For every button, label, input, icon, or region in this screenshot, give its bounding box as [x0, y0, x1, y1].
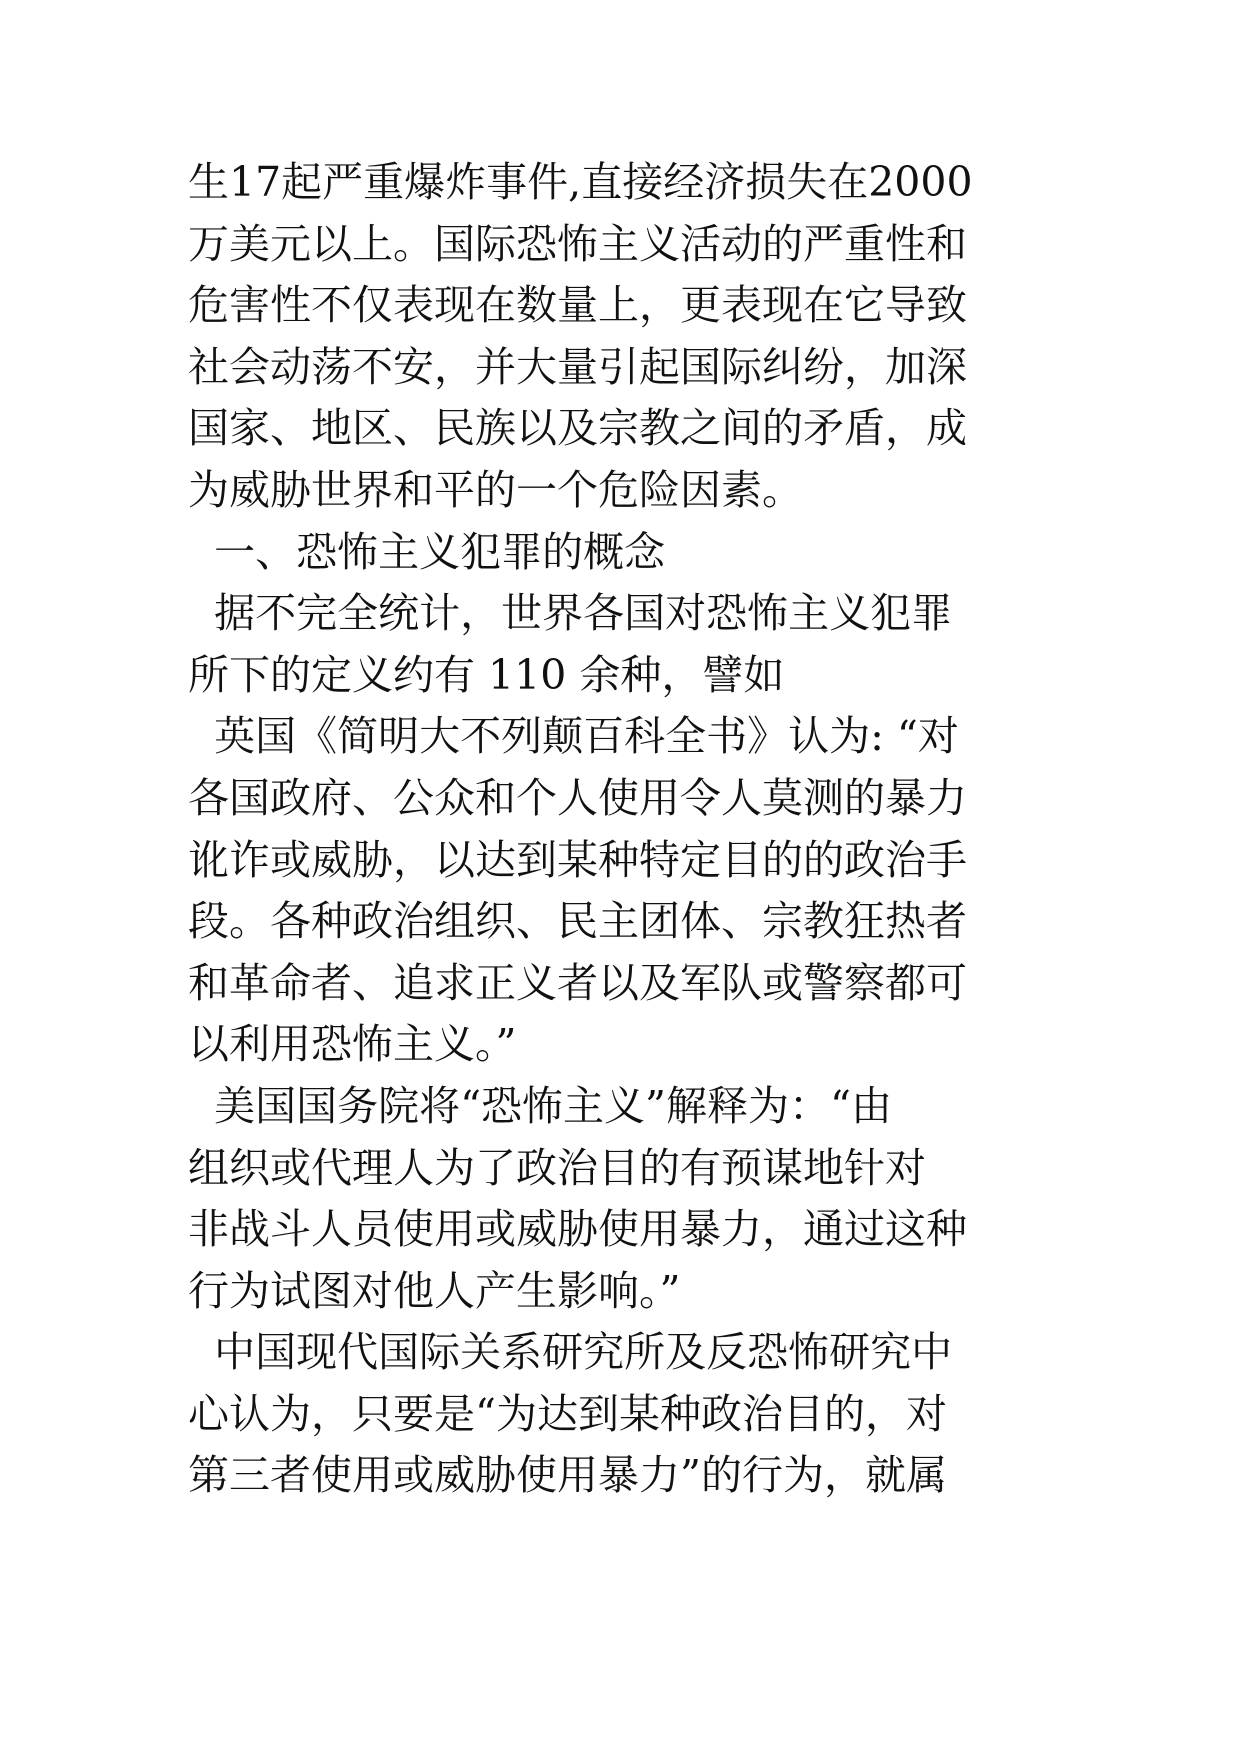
text-line: 以利用恐怖主义。”: [188, 1020, 517, 1069]
text-line: 中国现代国际关系研究所及反恐怖研究中: [188, 1328, 953, 1377]
text-line: 和革命者、追求正义者以及军队或警察都可: [188, 958, 967, 1007]
text-line: 讹诈或威胁，以达到某种特定目的的政治手: [188, 835, 967, 884]
text-line: 各国政府、公众和个人使用令人莫测的暴力: [188, 773, 967, 822]
text-line: 据不完全统计，世界各国对恐怖主义犯罪: [188, 589, 953, 638]
text-line: 美国国务院将“恐怖主义”解释为：“由: [188, 1081, 892, 1130]
text-line: 社会动荡不安，并大量引起国际纠纷，加深: [188, 342, 967, 391]
text-line: 生17起严重爆炸事件,直接经济损失在2000: [188, 158, 973, 206]
text-line: 万美元以上。国际恐怖主义活动的严重性和: [188, 219, 967, 268]
text-line: 为威胁世界和平的一个危险因素。: [188, 465, 803, 514]
text-line: 段。各种政治组织、民主团体、宗教狂热者: [188, 897, 967, 946]
body-text: [188, 152, 1058, 1507]
text-line: 行为试图对他人产生影响。”: [188, 1266, 681, 1315]
text-line: 危害性不仅表现在数量上，更表现在它导致: [188, 281, 967, 330]
text-line: 所下的定义约有 110 余种，譬如: [188, 650, 785, 699]
text-line: 组织或代理人为了政治目的有预谋地针对: [188, 1143, 926, 1192]
text-line: 第三者使用或威胁使用暴力”的行为，就属: [188, 1451, 947, 1500]
section-heading: 一、恐怖主义犯罪的概念: [188, 527, 666, 576]
text-line: 英国《简明大不列颠百科全书》认为: “对: [188, 712, 959, 761]
text-line: 非战斗人员使用或威胁使用暴力，通过这种: [188, 1205, 967, 1254]
text-line: 心认为，只要是“为达到某种政治目的，对: [188, 1389, 947, 1438]
text-line: 国家、地区、民族以及宗教之间的矛盾，成: [188, 404, 967, 453]
